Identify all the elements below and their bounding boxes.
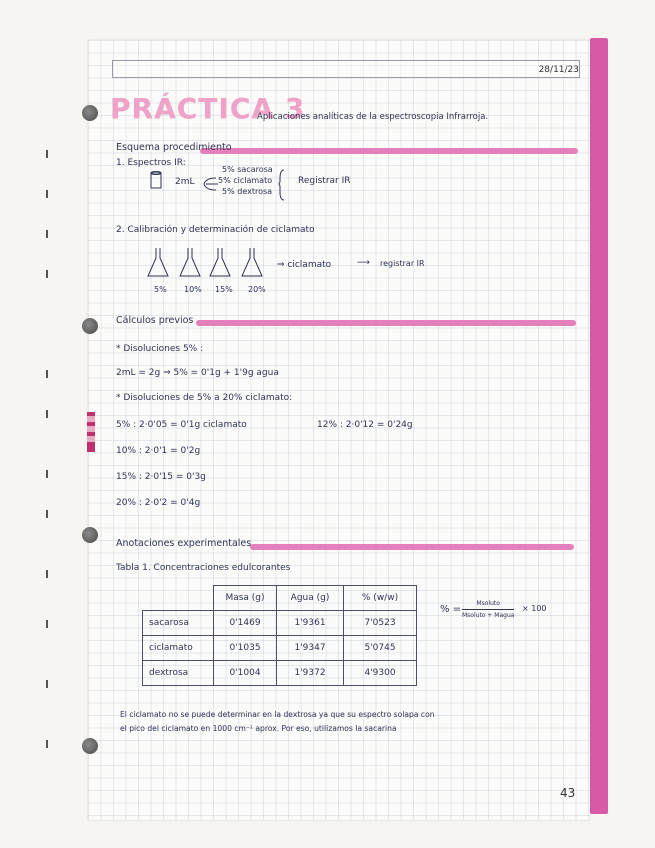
notebook-page — [88, 40, 590, 820]
fraction-line — [462, 609, 514, 610]
page-title: PRÁCTICA 3 — [110, 92, 306, 125]
table-row — [143, 636, 417, 661]
heading-highlight — [200, 148, 578, 154]
col-header-masa: Masa (g) — [214, 586, 277, 611]
perforation-mark — [46, 370, 48, 378]
step1-label: 1. Espectros IR: — [116, 158, 186, 168]
col-header-pct: % (w/w) — [344, 586, 417, 611]
cell-pct: 5'0745 — [344, 636, 417, 661]
branch-dextrosa: 5% dextrosa — [222, 187, 273, 196]
cell-agua: 1'9372 — [277, 661, 344, 686]
cell-pct: 4'9300 — [344, 661, 417, 686]
note-line-2: el pico del ciclamato en 1000 cm⁻¹ aprox. Por eso, utilizamos la sacarina — [120, 724, 397, 733]
perforation-mark — [46, 470, 48, 478]
header-box — [112, 60, 580, 78]
cell-masa: 0'1004 — [214, 661, 277, 686]
flask-label-15: 15% — [215, 285, 233, 294]
table-row — [143, 661, 417, 686]
row-label: dextrosa — [143, 661, 214, 686]
perforation-mark — [46, 270, 48, 278]
cell-agua: 1'9347 — [277, 636, 344, 661]
perforation-mark — [46, 410, 48, 418]
calc-10pct: 10% : 2·0'1 = 0'2g — [116, 446, 201, 456]
arrow-right-icon: ⟶ — [357, 258, 370, 268]
perforation-mark — [46, 190, 48, 198]
row-label: ciclamato — [143, 636, 214, 661]
heading-highlight — [250, 544, 574, 550]
perforation-mark — [46, 680, 48, 688]
section-heading-procedure: Esquema procedimiento — [116, 142, 232, 153]
flask-diagram — [146, 246, 276, 282]
cell-agua: 1'9361 — [277, 611, 344, 636]
formula-suffix: × 100 — [522, 604, 547, 613]
calc-line-range: * Disoluciones de 5% a 20% ciclamato: — [116, 393, 293, 403]
concentrations-table — [142, 585, 417, 686]
heading-highlight — [196, 320, 576, 326]
notebook-edge-strip — [590, 38, 608, 814]
registrar-ir-label: Registrar IR — [298, 176, 351, 186]
calc-line-mass: 2mL = 2g ⇒ 5% = 0'1g + 1'9g agua — [116, 368, 279, 378]
note-line-1: El ciclamato no se puede determinar en la dextrosa ya que su espectro solapa con — [120, 710, 435, 719]
flask-label-10: 10% — [184, 285, 202, 294]
perforation-mark — [46, 150, 48, 158]
formula-numerator: Msoluto — [476, 600, 500, 607]
binder-hole — [82, 527, 98, 543]
calc-20pct: 20% : 2·0'2 = 0'4g — [116, 498, 201, 508]
branch-sacarosa: 5% sacarosa — [222, 165, 273, 174]
branch-ciclamato: 5% ciclamato — [218, 176, 273, 185]
section-heading-anotaciones: Anotaciones experimentales — [116, 538, 252, 549]
perforation-mark — [46, 620, 48, 628]
page-number: 43 — [560, 786, 576, 800]
perforation-mark — [46, 230, 48, 238]
perforation-mark — [46, 510, 48, 518]
perforation-mark — [46, 740, 48, 748]
formula-fraction — [462, 600, 514, 619]
cell-masa: 0'1469 — [214, 611, 277, 636]
binder-hole — [82, 105, 98, 121]
col-header-agua: Agua (g) — [277, 586, 344, 611]
binder-hole — [82, 318, 98, 334]
cell-pct: 7'0523 — [344, 611, 417, 636]
formula-denominator: Msoluto + Magua — [462, 612, 515, 619]
calc-line-disoluciones: * Disoluciones 5% : — [116, 344, 204, 354]
perforation-mark — [46, 570, 48, 578]
page-tab-marker — [87, 412, 95, 452]
formula-prefix: % = — [440, 604, 462, 615]
calc-5pct: 5% : 2·0'05 = 0'1g ciclamato — [116, 420, 247, 430]
step2-label: 2. Calibración y determinación de ciclamato — [116, 225, 315, 235]
table-row — [143, 611, 417, 636]
volume-label: 2mL — [175, 177, 195, 187]
registrar-ir-label-2: registrar IR — [380, 259, 425, 268]
flask-label-5: 5% — [154, 285, 167, 294]
table-corner — [143, 586, 214, 611]
calc-12pct: 12% : 2·0'12 = 0'24g — [317, 420, 413, 430]
ciclamato-arrow-text: ⇒ ciclamato — [277, 260, 332, 270]
section-heading-calculos: Cálculos previos — [116, 315, 194, 326]
cell-masa: 0'1035 — [214, 636, 277, 661]
calc-15pct: 15% : 2·0'15 = 0'3g — [116, 472, 206, 482]
date-text: 28/11/23 — [538, 65, 579, 75]
subtitle: Aplicaciones analíticas de la espectroscopia Infrarroja. — [257, 112, 489, 122]
flask-label-20: 20% — [248, 285, 266, 294]
binder-hole — [82, 738, 98, 754]
row-label: sacarosa — [143, 611, 214, 636]
table-title: Tabla 1. Concentraciones edulcorantes — [116, 563, 291, 573]
